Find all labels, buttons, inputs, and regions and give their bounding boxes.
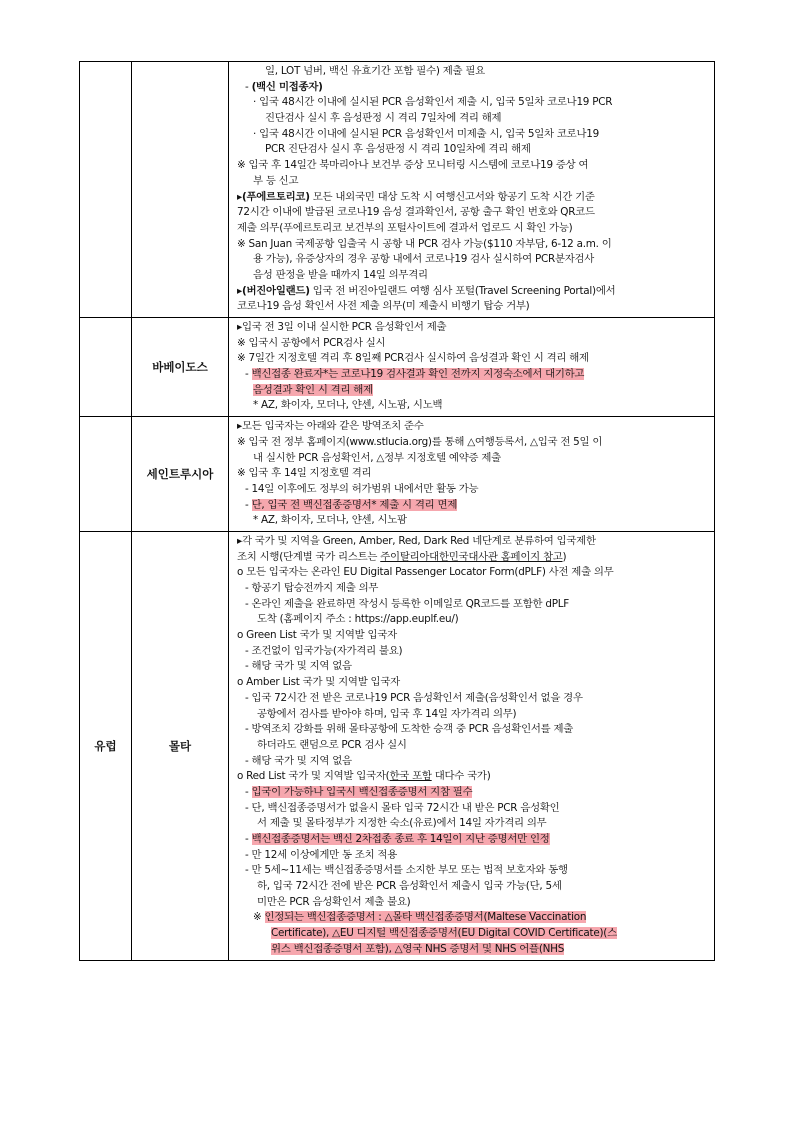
content-line <box>237 336 710 352</box>
text-segment: 부 등 신고 <box>253 174 299 187</box>
text-segment: 입국 전 버진아일랜드 여행 심사 포털(Travel Screening Portal)에서 <box>309 284 616 297</box>
text-segment: - 항공기 탑승전까지 제출 의무 <box>245 582 379 594</box>
content-cell <box>229 531 715 960</box>
northern-mariana-puerto-rico-row <box>80 62 715 318</box>
content-line <box>237 534 710 550</box>
text-segment: 코로나19 음성 확인서 사전 제출 의무(미 제출시 비행기 탑승 거부) <box>237 300 530 313</box>
content-line <box>237 435 710 451</box>
text-segment: - 온라인 제출을 완료하면 작성시 등록한 이메일로 QR코드를 포함한 dPLF <box>245 597 569 610</box>
text-segment: · 입국 48시간 이내에 실시된 PCR 음성확인서 미제출 시, 입국 5일차 코로나19 <box>253 127 599 140</box>
text-segment: - 입국 72시간 전 받은 코로나19 PCR 음성확인서 제출(음성확인서 없을 경우 <box>245 691 583 704</box>
text-segment: - 해당 국가 및 지역 없음 <box>245 660 352 673</box>
content-line <box>237 64 710 80</box>
country-cell: 세인트루시아 <box>132 417 229 532</box>
content-line <box>237 597 710 613</box>
content-line <box>237 268 710 284</box>
content-line <box>237 565 710 581</box>
text-segment: 하더라도 랜덤으로 PCR 검사 실시 <box>257 738 407 751</box>
content-line <box>237 675 710 691</box>
highlighted-text: 단, 입국 전 백신접종증명서* 제출 시 격리 면제 <box>251 498 458 511</box>
highlighted-text: 위스 백신접종증명서 포함), △영국 NHS 증명서 및 NHS 어플(NHS <box>271 942 565 955</box>
text-segment: 도착 (홈페이지 주소 : https://app.euplf.eu/) <box>257 613 459 626</box>
content-line <box>237 398 710 414</box>
text-segment: - <box>245 785 252 798</box>
text-segment: 미만은 PCR 음성확인서 제출 불요) <box>257 895 411 908</box>
country-cell <box>132 62 229 318</box>
content-line <box>237 707 710 723</box>
content-line <box>237 383 710 399</box>
text-segment: - 해당 국가 및 지역 없음 <box>245 754 352 767</box>
text-segment: o 모든 입국자는 온라인 EU Digital Passenger Locator Form(dPLF) 사전 제출 의무 <box>237 566 614 579</box>
content-line <box>237 142 710 158</box>
content-line <box>237 722 710 738</box>
text-segment: ) <box>562 550 567 563</box>
content-line <box>237 158 710 174</box>
text-segment: 조치 시행(단계별 국가 리스트는 <box>237 550 381 563</box>
content-line <box>237 451 710 467</box>
content-line <box>237 174 710 190</box>
content-line <box>237 659 710 675</box>
text-segment: 모든 내외국민 대상 도착 시 여행신고서와 항공기 도착 시간 기준 <box>309 190 595 203</box>
content-cell <box>229 62 715 318</box>
highlighted-text: 백신접종증명서는 백신 2차접종 종료 후 14일이 지난 증명서만 인정 <box>251 833 550 845</box>
text-segment: 서 제출 및 몰타정부가 지정한 숙소(유료)에서 14일 자가격리 의무 <box>257 817 547 830</box>
content-line <box>237 367 710 383</box>
content-line <box>237 237 710 253</box>
content-line <box>237 895 710 911</box>
content-line <box>237 498 710 514</box>
content-line <box>237 482 710 498</box>
content-line <box>237 284 710 300</box>
text-segment: ▸모든 입국자는 아래와 같은 방역조치 준수 <box>237 420 424 433</box>
content-line <box>237 221 710 237</box>
text-segment: 내 실시한 PCR 음성확인서, △정부 지정호텔 예약증 제출 <box>253 451 501 464</box>
text-segment: ※ 입국 후 14일 지정호텔 격리 <box>237 467 372 480</box>
content-line <box>237 691 710 707</box>
text-segment: ※ 입국 후 14일간 북마리아나 보건부 증상 모니터링 시스템에 코로나19 증상 여 <box>237 159 589 172</box>
content-line <box>237 644 710 660</box>
content-line <box>237 550 710 566</box>
text-segment: - 단, 백신접종증명서가 없을시 몰타 입국 72시간 내 받은 PCR 음성확인 <box>245 801 560 814</box>
content-line <box>237 351 710 367</box>
content-line <box>237 879 710 895</box>
content-line <box>237 190 710 206</box>
text-segment: ▸ <box>237 284 242 297</box>
region-cell <box>80 62 132 318</box>
highlighted-text: Certificate), △EU 디지털 백신접종증명서(EU Digital COVID Certificate)(스 <box>271 927 617 940</box>
underlined-text: 주이탈리아대한민국대사관 홈페이지 참고 <box>380 550 563 563</box>
highlighted-text: 입국이 가능하나 입국시 백신접종증명서 지참 필수 <box>251 785 473 798</box>
malta-row <box>80 531 715 960</box>
text-segment: - <box>245 80 252 93</box>
text-segment: 음성 판정을 받을 때까지 14일 의무격리 <box>253 268 428 281</box>
text-segment: o Green List 국가 및 지역발 입국자 <box>237 629 397 642</box>
text-segment: 용 가능), 유증상자의 경우 공항 내에서 코로나19 검사 실시하여 PCR분자검사 <box>253 253 595 266</box>
content-line <box>237 816 710 832</box>
text-segment: - 조건없이 입국가능(자가격리 불요) <box>245 644 403 657</box>
content-line <box>237 769 710 785</box>
region-cell <box>80 318 132 417</box>
text-segment: 공항에서 검사를 받아야 하며, 입국 후 14일 자가격리 의무) <box>257 707 517 720</box>
text-segment: PCR 진단검사 실시 후 음성판정 시 격리 10일차에 격리 해제 <box>265 143 531 156</box>
table-body <box>80 62 715 961</box>
content-line <box>237 910 710 926</box>
content-line <box>237 942 710 958</box>
text-segment: ▸입국 전 3일 이내 실시한 PCR 음성확인서 제출 <box>237 321 447 333</box>
text-segment: 진단검사 실시 후 음성판정 시 격리 7일차에 격리 해제 <box>265 112 502 125</box>
highlighted-text: 음성결과 확인 시 격리 해제 <box>253 383 373 396</box>
content-line <box>237 754 710 770</box>
text-segment: o Amber List 국가 및 지역발 입국자 <box>237 676 400 689</box>
content-line <box>237 419 710 435</box>
content-line <box>237 926 710 942</box>
text-segment: 대다수 국가) <box>431 770 491 783</box>
highlighted-text: 백신접종 완료자*는 코로나19 검사결과 확인 전까지 지정숙소에서 대기하고 <box>251 368 585 381</box>
content-line <box>237 252 710 268</box>
text-segment: ※ <box>253 911 265 924</box>
content-line <box>237 299 710 315</box>
underlined-text: 한국 포함 <box>389 770 432 783</box>
text-segment: - 만 5세~11세는 백신접종증명서를 소지한 부모 또는 법적 보호자와 동행 <box>245 864 568 877</box>
saint-lucia-row <box>80 417 715 532</box>
content-cell <box>229 318 715 417</box>
content-line <box>237 80 710 96</box>
text-segment: ※ 입국시 공항에서 PCR검사 실시 <box>237 336 386 349</box>
highlighted-text: 인정되는 백신접종증명서 : △몰타 백신접종증명서(Maltese Vaccination <box>264 911 587 924</box>
content-line <box>237 628 710 644</box>
text-segment: o Red List 국가 및 지역발 입국자( <box>237 770 390 783</box>
text-segment: - 방역조치 강화를 위해 몰타공항에 도착한 승객 중 PCR 음성확인서를 제출 <box>245 723 574 736</box>
text-segment: - 14일 이후에도 정부의 허가범위 내에서만 활동 가능 <box>245 482 479 495</box>
content-line <box>237 581 710 597</box>
content-line <box>237 848 710 864</box>
content-line <box>237 466 710 482</box>
text-segment: - <box>245 833 252 845</box>
text-segment: ※ 입국 전 정부 홈페이지(www.stlucia.org)를 통해 △여행등록서, △입국 전 5일 이 <box>237 435 603 448</box>
region-cell: 유럽 <box>80 531 132 960</box>
text-segment: - <box>245 368 252 381</box>
text-segment: 72시간 이내에 발급된 코로나19 음성 결과확인서, 공항 출구 확인 번호와 QR코드 <box>237 206 595 219</box>
content-line <box>237 612 710 628</box>
text-segment: · 입국 48시간 이내에 실시된 PCR 음성확인서 제출 시, 입국 5일차 코로나19 PCR <box>253 96 613 109</box>
bold-heading-text: (버진아일랜드) <box>241 284 310 297</box>
text-segment: ※ San Juan 국제공항 입출국 시 공항 내 PCR 검사 가능($110 자부담, 6-12 a.m. 이 <box>237 237 612 250</box>
text-segment: ▸ <box>237 190 242 203</box>
entry-restrictions-table <box>79 61 715 961</box>
country-cell: 몰타 <box>132 531 229 960</box>
bold-heading-text: (푸에르토리코) <box>241 190 310 203</box>
text-segment: - <box>245 498 252 511</box>
content-line <box>237 95 710 111</box>
region-cell <box>80 417 132 532</box>
text-segment: 일, LOT 넘버, 백신 유효기간 포함 필수) 제출 필요 <box>265 65 485 77</box>
content-line <box>237 320 710 336</box>
bold-heading-text: (백신 미접종자) <box>251 80 323 93</box>
content-line <box>237 513 710 529</box>
content-line <box>237 205 710 221</box>
content-line <box>237 801 710 817</box>
country-cell: 바베이도스 <box>132 318 229 417</box>
content-line <box>237 863 710 879</box>
text-segment: * AZ, 화이자, 모더나, 얀센, 시노팜 <box>253 514 407 527</box>
text-segment: - 만 12세 이상에게만 동 조치 적용 <box>245 848 397 861</box>
text-segment: 제출 의무(푸에르토리코 보건부의 포털사이트에 결과서 업로드 시 확인 가능) <box>237 221 573 234</box>
content-line <box>237 127 710 143</box>
text-segment: * AZ, 화이자, 모더나, 얀센, 시노팜, 시노백 <box>253 399 443 412</box>
content-line <box>237 738 710 754</box>
content-cell <box>229 417 715 532</box>
text-segment: ▸각 국가 및 지역을 Green, Amber, Red, Dark Red 네단계로 분류하여 입국제한 <box>237 534 596 547</box>
content-line <box>237 111 710 127</box>
content-line <box>237 785 710 801</box>
barbados-row <box>80 318 715 417</box>
text-segment: ※ 7일간 지정호텔 격리 후 8일째 PCR검사 실시하여 음성결과 확인 시 격리 해제 <box>237 352 589 365</box>
text-segment: 하, 입국 72시간 전에 받은 PCR 음성확인서 제출시 입국 가능(단, 5세 <box>257 880 562 893</box>
content-line <box>237 832 710 848</box>
